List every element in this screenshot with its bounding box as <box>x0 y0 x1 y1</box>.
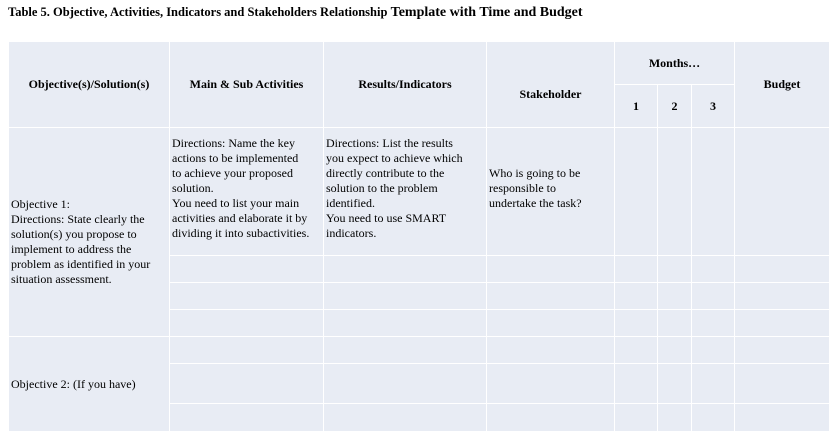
header-row-1 <box>9 42 830 85</box>
activities-line: to achieve your proposed <box>172 166 293 180</box>
result-cell <box>324 404 487 432</box>
budget-cell <box>735 256 830 283</box>
header-stakeholder: Stakeholder <box>487 42 615 128</box>
month-3-cell <box>692 256 735 283</box>
header-month-3: 3 <box>692 85 735 128</box>
stakeholder-cell <box>487 310 615 337</box>
stakeholder-cell <box>487 256 615 283</box>
result-cell <box>324 310 487 337</box>
result-cell <box>324 283 487 310</box>
results-line: directly contribute to the <box>326 166 445 180</box>
activity-cell <box>170 283 324 310</box>
header-results: Results/Indicators <box>324 42 487 128</box>
month-3-cell <box>692 283 735 310</box>
objective-1-cell <box>9 128 170 337</box>
month-2-cell <box>658 256 692 283</box>
month-3-cell <box>692 404 735 432</box>
header-months: Months… <box>615 42 735 85</box>
activities-line: activities and elaborate it by <box>172 211 308 225</box>
budget-cell <box>735 364 830 404</box>
header-objective: Objective(s)/Solution(s) <box>9 42 170 128</box>
month-2-cell <box>658 310 692 337</box>
stakeholder-cell <box>487 364 615 404</box>
month-2-cell <box>658 364 692 404</box>
month-1-cell <box>615 337 658 364</box>
results-directions-cell <box>324 128 487 256</box>
results-line: you expect to achieve which <box>326 151 463 165</box>
result-cell <box>324 337 487 364</box>
stakeholder-line: responsible to <box>489 181 556 195</box>
activity-cell <box>170 310 324 337</box>
activities-line: Directions: Name the key <box>172 136 295 150</box>
month-1-cell <box>615 364 658 404</box>
caption-part2: Template with Time and Budget <box>387 5 583 20</box>
objective-1-line: situation assessment. <box>11 272 112 286</box>
month-3-cell <box>692 310 735 337</box>
result-cell <box>324 364 487 404</box>
results-line: solution to the problem <box>326 181 438 195</box>
objective-2-row-1 <box>9 337 830 364</box>
table-caption <box>8 5 583 21</box>
results-line: indicators. <box>326 226 377 240</box>
budget-cell <box>735 337 830 364</box>
activities-line: actions to be implemented <box>172 151 299 165</box>
month-3-cell <box>692 337 735 364</box>
objective-1-line: implement to address the <box>11 242 132 256</box>
objective-1-row-1 <box>9 128 830 256</box>
stakeholder-cell <box>487 283 615 310</box>
results-line: Directions: List the results <box>326 136 453 150</box>
month-2-cell <box>658 337 692 364</box>
header-month-1: 1 <box>615 85 658 128</box>
month-2-cell <box>658 404 692 432</box>
caption-part1: Table 5. Objective, Activities, Indicators and Stakeholders Relationship <box>8 5 388 19</box>
month-1-cell <box>615 128 658 256</box>
budget-cell <box>735 128 830 256</box>
objective-2-cell: Objective 2: (If you have) <box>9 337 170 432</box>
activity-cell <box>170 404 324 432</box>
budget-cell <box>735 283 830 310</box>
header-activities: Main & Sub Activities <box>170 42 324 128</box>
month-2-cell <box>658 283 692 310</box>
stakeholder-line: undertake the task? <box>489 196 582 210</box>
activities-line: You need to list your main <box>172 196 300 210</box>
budget-cell <box>735 310 830 337</box>
budget-cell <box>735 404 830 432</box>
month-3-cell <box>692 128 735 256</box>
month-2-cell <box>658 128 692 256</box>
objectives-template-table <box>8 41 830 432</box>
activities-directions-cell <box>170 128 324 256</box>
stakeholder-cell <box>487 337 615 364</box>
month-1-cell <box>615 256 658 283</box>
month-1-cell <box>615 404 658 432</box>
header-month-2: 2 <box>658 85 692 128</box>
activities-line: dividing it into subactivities. <box>172 226 310 240</box>
month-1-cell <box>615 283 658 310</box>
objective-1-line: Objective 1: <box>11 197 70 211</box>
objective-1-line: problem as identified in your <box>11 257 151 271</box>
activity-cell <box>170 256 324 283</box>
activity-cell <box>170 337 324 364</box>
month-1-cell <box>615 310 658 337</box>
activity-cell <box>170 364 324 404</box>
stakeholder-line: Who is going to be <box>489 166 581 180</box>
objective-1-line: solution(s) you propose to <box>11 227 137 241</box>
stakeholder-directions-cell <box>487 128 615 256</box>
results-line: identified. <box>326 196 375 210</box>
results-line: You need to use SMART <box>326 211 447 225</box>
header-budget: Budget <box>735 42 830 128</box>
result-cell <box>324 256 487 283</box>
stakeholder-cell <box>487 404 615 432</box>
month-3-cell <box>692 364 735 404</box>
activities-line: solution. <box>172 181 214 195</box>
objective-1-line: Directions: State clearly the <box>11 212 145 226</box>
